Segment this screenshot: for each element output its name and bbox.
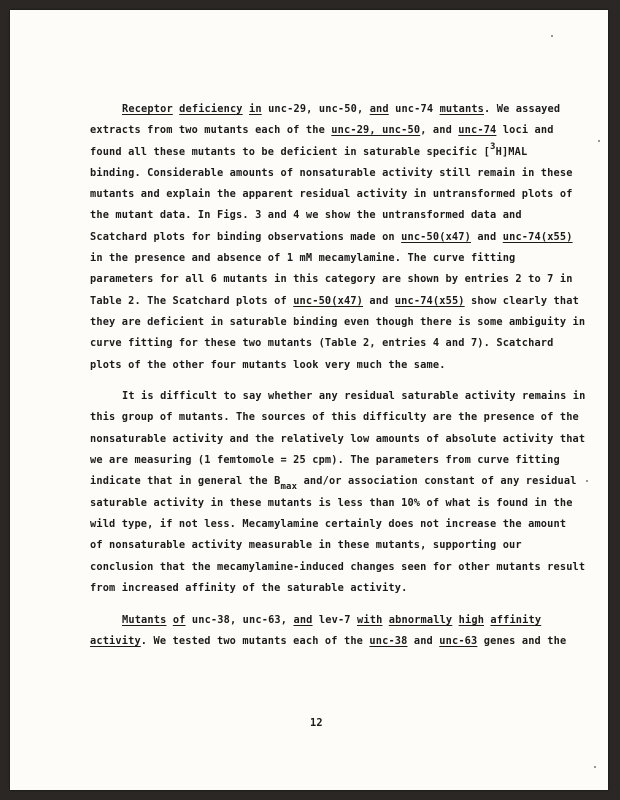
gene-name: unc-74(x55)	[394, 295, 465, 307]
text-run: loci and	[502, 124, 554, 136]
heading-word: Receptor	[122, 103, 173, 115]
gene-name: unc-74(x55)	[502, 231, 573, 243]
p1-line-7	[90, 231, 573, 243]
p1-line-3	[90, 142, 528, 158]
text-run: found all these mutants to be deficient in saturable specific [	[90, 146, 491, 158]
p1-line-1	[122, 103, 560, 115]
text-run: extracts from two mutants each of the	[90, 124, 325, 136]
p2-line-4: we are measuring (1 femtomole = 25 cpm). The parameters from curve fitting	[90, 454, 560, 466]
text-run: . We assayed	[484, 103, 561, 115]
p1-line-13: plots of the other four mutants look very much the same.	[90, 359, 446, 371]
gene-list: unc-38, unc-63,	[191, 614, 288, 626]
heading-word: affinity	[490, 614, 542, 626]
gene-name: unc-29, unc-50	[331, 124, 421, 136]
heading-word: with	[357, 614, 383, 626]
text-run: show clearly that	[471, 295, 579, 307]
heading-word: activity	[90, 635, 141, 647]
scan-speck	[586, 480, 588, 482]
p1-line-9: parameters for all 6 mutants in this category are shown by entries 2 to 7 in	[90, 273, 573, 285]
heading-word: mutants	[439, 103, 485, 115]
gene-name: unc-63	[439, 635, 478, 647]
gene-name: unc-74	[458, 124, 497, 136]
p2-line-5	[90, 475, 577, 492]
p2-line-9: conclusion that the mecamylamine-induced changes seen for other mutants result	[90, 561, 586, 573]
scan-speck	[598, 140, 600, 142]
p1-line-2	[90, 124, 554, 136]
p1-line-10	[90, 295, 579, 307]
gene-name: unc-50(x47)	[401, 231, 471, 243]
gene-name: unc-74	[395, 103, 434, 115]
p1-line-11: they are deficient in saturable binding even though there is some ambiguity in	[90, 316, 586, 328]
p2-line-10: from increased affinity of the saturable activity.	[90, 582, 408, 594]
text-run: indicate that in general the B	[90, 475, 281, 487]
heading-word: Mutants	[122, 614, 167, 626]
scan-speck	[594, 766, 596, 768]
p2-line-7: wild type, if not less. Mecamylamine certainly does not increase the amount	[90, 518, 567, 530]
text-run: Scatchard plots for binding observations made on	[90, 231, 395, 243]
text-run: . We tested two mutants each of the	[140, 635, 364, 647]
heading-word: and	[369, 103, 389, 115]
gene-name: unc-50(x47)	[293, 295, 364, 307]
p2-line-2: this group of mutants. The sources of this difficulty are the presence of the	[90, 411, 579, 423]
gene-name: lev-7	[318, 614, 351, 626]
p3-line-2	[90, 635, 566, 647]
typed-page	[10, 10, 608, 790]
text-run: and/or association constant of any residual	[303, 475, 577, 487]
heading-word: deficiency	[179, 103, 243, 115]
subscript: max	[280, 482, 298, 492]
text-run: Table 2. The Scatchard plots of	[90, 295, 287, 307]
p1-line-4: binding. Considerable amounts of nonsaturable activity still remain in these	[90, 167, 573, 179]
page-number: 12	[310, 717, 323, 729]
heading-word: abnormally	[388, 614, 453, 626]
p2-line-6: saturable activity in these mutants is less than 10% of what is found in the	[90, 497, 573, 509]
p2-line-3: nonsaturable activity and the relatively low amounts of absolute activity that	[90, 433, 586, 445]
text-run: and	[369, 295, 389, 307]
heading-word: in	[249, 103, 262, 115]
gene-name: unc-38	[369, 635, 408, 647]
text-run: H]MAL	[495, 146, 528, 158]
heading-word: of	[172, 614, 186, 626]
p3-line-1	[122, 614, 541, 626]
text-run: and	[477, 231, 497, 243]
scan-speck	[551, 35, 553, 37]
p2-line-8: of nonsaturable activity measurable in these mutants, supporting our	[90, 539, 522, 551]
p1-line-5: mutants and explain the apparent residual activity in untransformed plots of	[90, 188, 573, 200]
text-run: , and	[420, 124, 452, 136]
p2-line-1: It is difficult to say whether any residual saturable activity remains in	[122, 390, 586, 402]
heading-word: and	[293, 614, 313, 626]
gene-list: unc-29, unc-50,	[268, 103, 364, 115]
superscript: 3	[490, 142, 496, 152]
p1-line-8: in the presence and absence of 1 mM mecamylamine. The curve fitting	[90, 252, 516, 264]
heading-word: high	[458, 614, 485, 626]
p1-line-6: the mutant data. In Figs. 3 and 4 we show the untransformed data and	[90, 209, 522, 221]
p1-line-12: curve fitting for these two mutants (Table 2, entries 4 and 7). Scatchard	[90, 337, 554, 349]
text-run: genes and the	[483, 635, 567, 647]
text-run: and	[413, 635, 433, 647]
